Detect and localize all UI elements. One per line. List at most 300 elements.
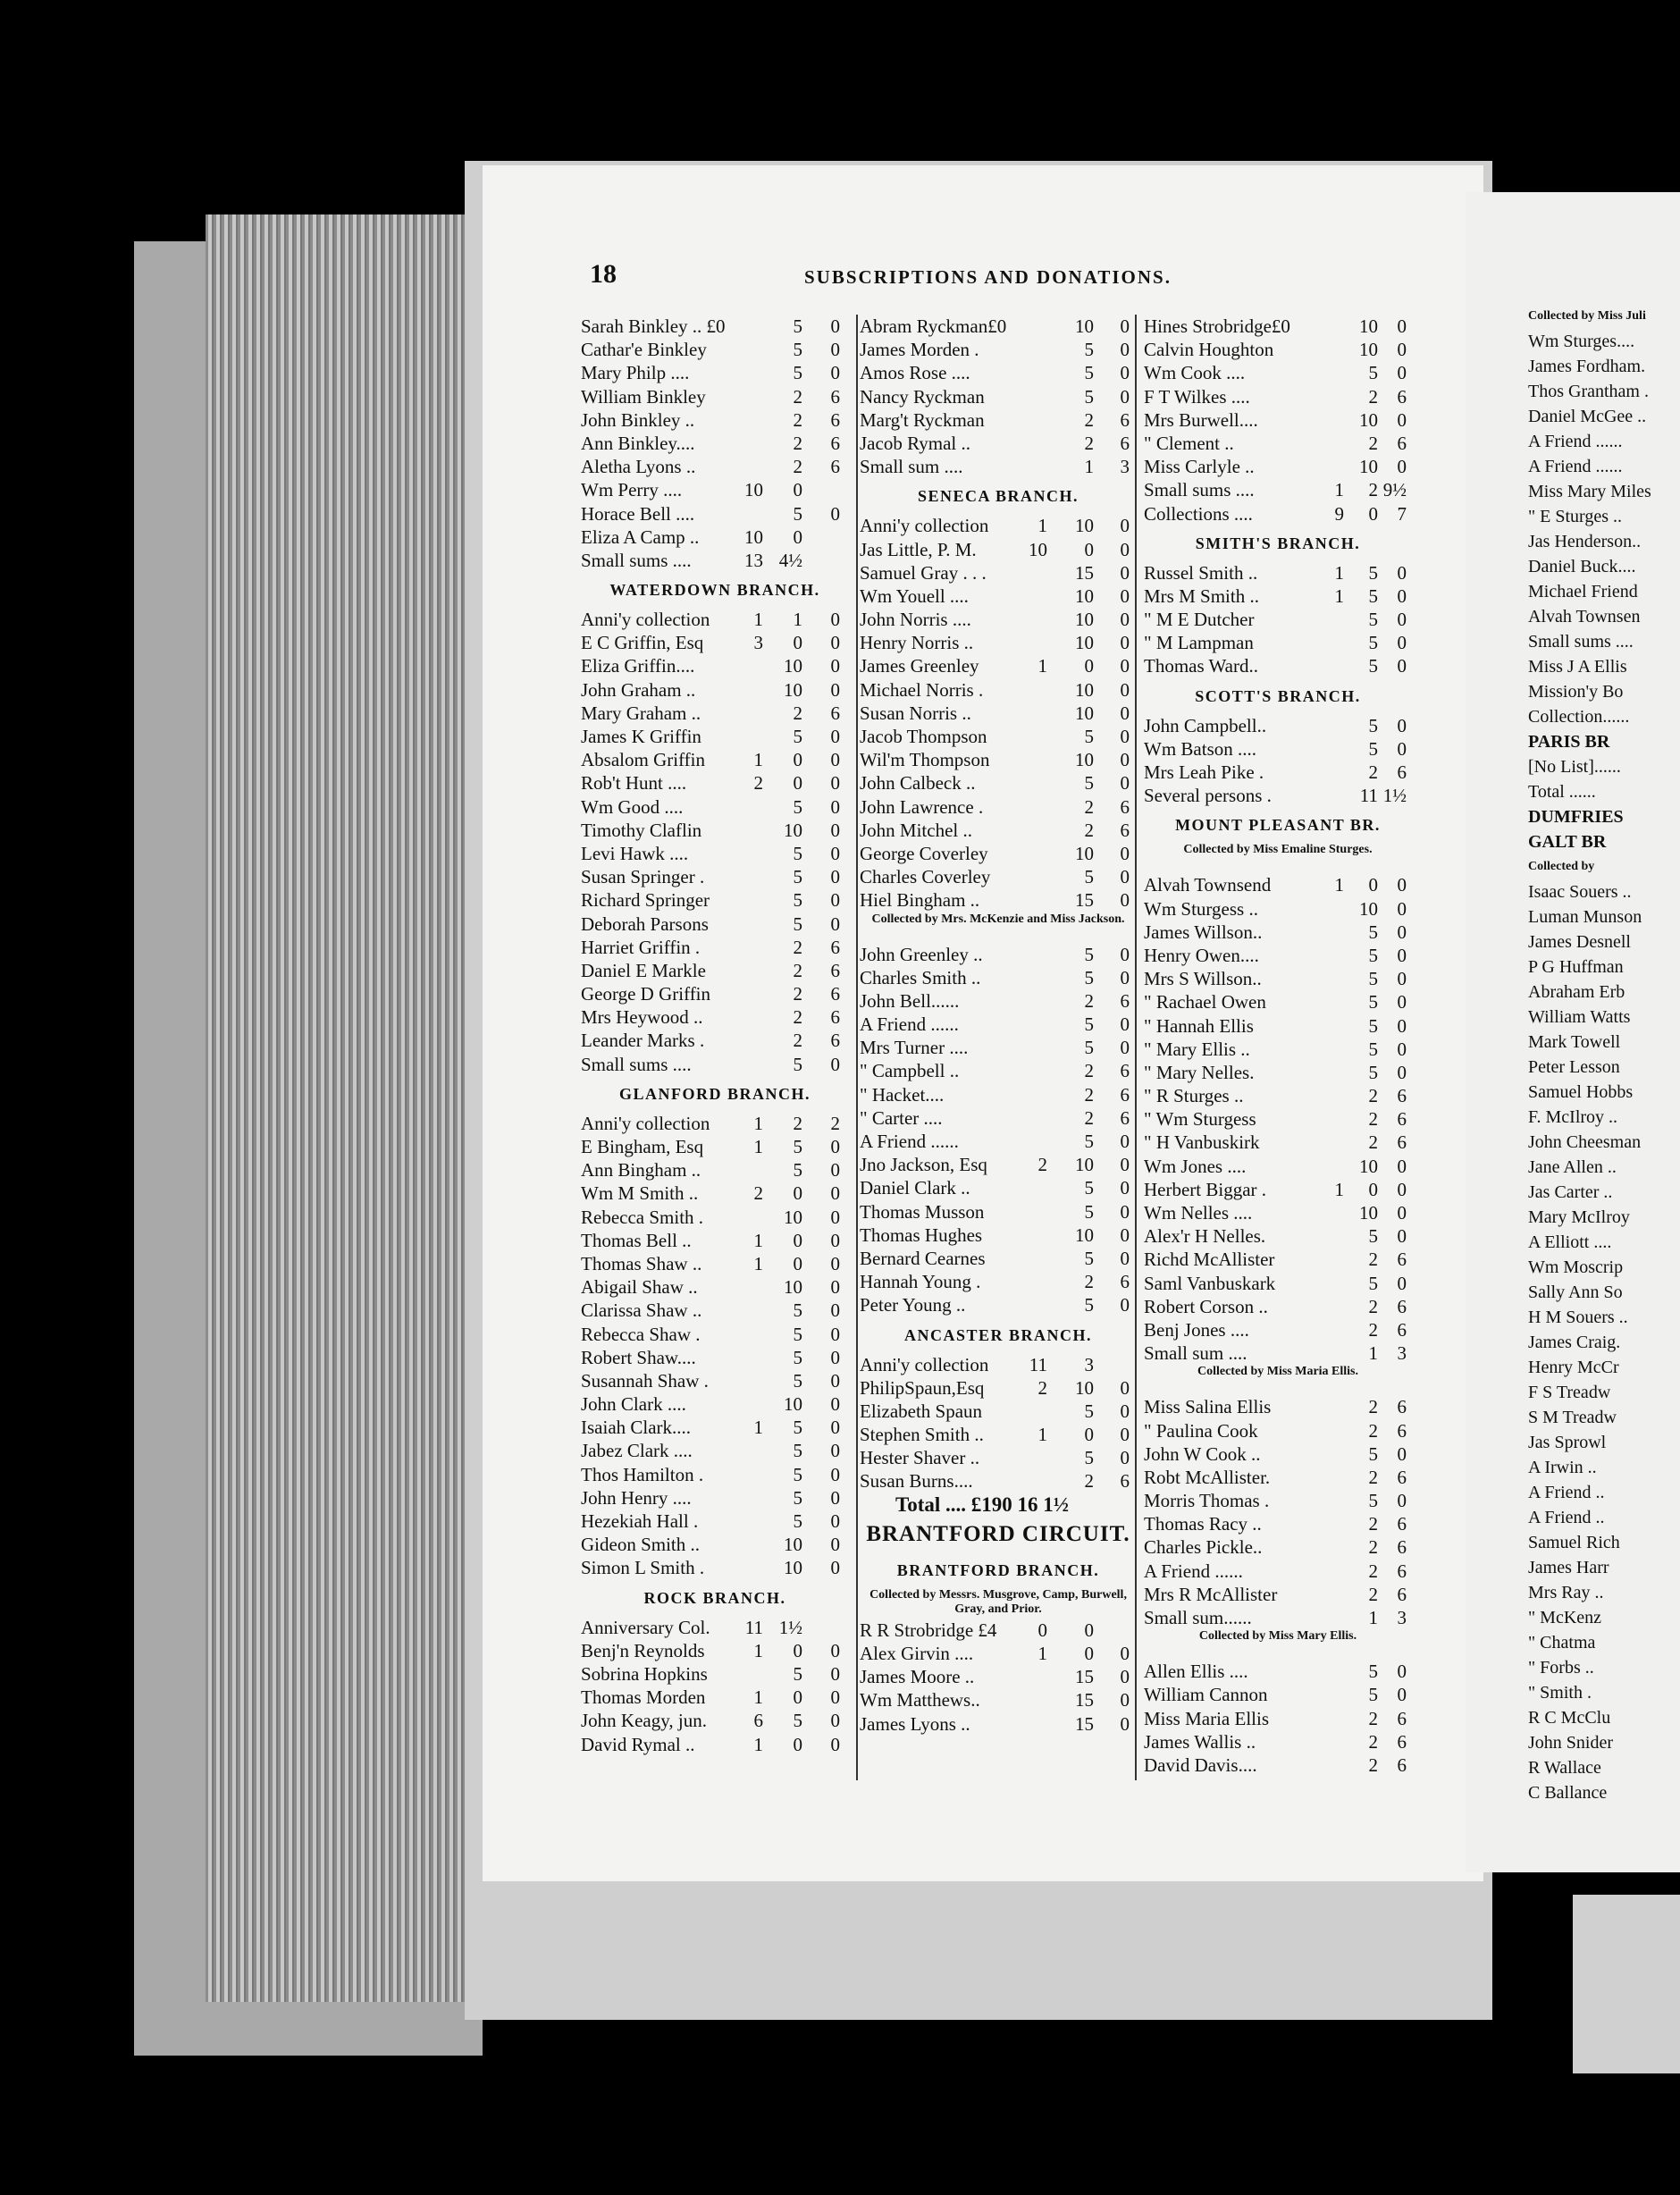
amount-pounds: 13 bbox=[744, 549, 763, 571]
subscriber-row bbox=[581, 842, 849, 865]
amount-shillings: 5 bbox=[1084, 1447, 1094, 1469]
amount-shillings: 5 bbox=[793, 339, 802, 361]
subscriber-row bbox=[860, 561, 1137, 584]
amount-pence: 0 bbox=[830, 726, 840, 747]
subscriber-row bbox=[581, 1709, 849, 1732]
subscriber-row bbox=[860, 1293, 1137, 1316]
amount-shillings: 0 bbox=[793, 1252, 802, 1274]
amount-pence: 6 bbox=[1120, 408, 1130, 431]
amount-pence: 6 bbox=[830, 959, 840, 981]
amount-shillings: 10 bbox=[1075, 315, 1094, 337]
amount-shillings: 5 bbox=[1368, 1684, 1378, 1706]
subscriber-name: Clarissa Shaw .. bbox=[581, 1299, 702, 1322]
subscriber-name: Hiel Bingham .. bbox=[860, 889, 980, 912]
subscriber-name: Mrs Heywood .. bbox=[581, 1006, 703, 1029]
subscriber-name: John Greenley .. bbox=[860, 943, 983, 965]
subscriber-name: Harriet Griffin . bbox=[581, 936, 701, 958]
amount-shillings: 2 bbox=[793, 456, 802, 478]
subscriber-name: Eliza A Camp .. bbox=[581, 526, 700, 548]
amount-pence: 0 bbox=[830, 1557, 840, 1579]
subscriber-row bbox=[581, 1533, 849, 1556]
subscriber-name: Thomas Musson bbox=[860, 1200, 985, 1223]
subscriber-row bbox=[1144, 338, 1412, 361]
amount-shillings: 0 bbox=[1084, 538, 1094, 560]
amount-pence: 6 bbox=[1397, 761, 1407, 783]
amount-pence: 6 bbox=[1120, 795, 1130, 818]
amount-pence: 0 bbox=[830, 1639, 840, 1661]
subscriber-name: Benj'n Reynolds bbox=[581, 1639, 705, 1661]
branch-heading-text: GLANFORD BRANCH. bbox=[618, 1084, 811, 1103]
amount-shillings: 5 bbox=[1084, 1294, 1094, 1316]
amount-pounds: 10 bbox=[1029, 538, 1047, 560]
amount-shillings: 1 bbox=[793, 609, 802, 631]
amount-pence: 0 bbox=[1120, 1376, 1130, 1399]
amount-pence: 0 bbox=[1397, 456, 1407, 478]
subscriber-name: Anni'y collection bbox=[860, 1353, 989, 1375]
subscriber-row bbox=[860, 338, 1137, 361]
subscriber-row bbox=[1144, 1107, 1412, 1131]
amount-shillings: 10 bbox=[1359, 1202, 1378, 1224]
amount-pence: 0 bbox=[1120, 889, 1130, 912]
subscriber-row bbox=[581, 1029, 849, 1052]
collector-note-text: Collected by Mrs. McKenzie and Miss Jackson. bbox=[871, 912, 1125, 926]
subscriber-name: E C Griffin, Esq bbox=[581, 632, 704, 654]
column-3 bbox=[1144, 315, 1412, 1777]
subscriber-row bbox=[1144, 1606, 1412, 1629]
subscriber-row bbox=[1144, 1084, 1412, 1107]
amount-shillings: 5 bbox=[1368, 584, 1378, 607]
branch-heading-text: WATERDOWN BRANCH. bbox=[609, 581, 820, 600]
subscriber-name: Susan Burns.... bbox=[860, 1470, 973, 1493]
subscriber-name: Wm Matthews.. bbox=[860, 1689, 980, 1711]
facing-page-line: " Chatma bbox=[1528, 1633, 1596, 1653]
amount-shillings: 1 bbox=[1368, 1342, 1378, 1365]
subscriber-name: John Lawrence . bbox=[860, 795, 984, 818]
amount-pence: 0 bbox=[1120, 655, 1130, 677]
amount-pence: 6 bbox=[830, 936, 840, 958]
subscriber-name: PhilipSpaun,Esq bbox=[860, 1376, 985, 1399]
amount-pounds: 1 bbox=[753, 1252, 763, 1274]
amount-pence: 0 bbox=[1120, 1247, 1130, 1269]
amount-pence: 0 bbox=[1120, 1224, 1130, 1246]
amount-shillings: 10 bbox=[1075, 632, 1094, 654]
amount-shillings: 5 bbox=[1368, 362, 1378, 384]
amount-pence: 6 bbox=[1397, 1131, 1407, 1154]
subscriber-name: Anniversary Col. bbox=[581, 1616, 710, 1638]
amount-shillings: 5 bbox=[1084, 339, 1094, 361]
amount-shillings: 10 bbox=[1075, 609, 1094, 631]
amount-pence: 6 bbox=[1397, 1295, 1407, 1317]
book-page-edges bbox=[206, 214, 474, 2002]
facing-page-line: Mary McIlroy bbox=[1528, 1207, 1630, 1227]
facing-page-line: William Watts bbox=[1528, 1007, 1631, 1027]
subscriber-row bbox=[1144, 1660, 1412, 1683]
facing-page-line: DUMFRIES bbox=[1528, 807, 1624, 827]
subscriber-name: George Coverley bbox=[860, 842, 988, 864]
subscriber-name: " R Sturges .. bbox=[1144, 1085, 1244, 1107]
amount-pence: 0 bbox=[830, 1136, 840, 1157]
amount-shillings: 10 bbox=[1075, 1224, 1094, 1246]
amount-shillings: 2 bbox=[1084, 819, 1094, 841]
amount-shillings: 5 bbox=[793, 866, 802, 888]
subscriber-row bbox=[581, 1416, 849, 1439]
amount-shillings: 2 bbox=[793, 1112, 802, 1134]
subscriber-name: Wm Jones .... bbox=[1144, 1155, 1247, 1177]
collector-note bbox=[860, 1588, 1137, 1619]
subscriber-name: Collections .... bbox=[1144, 502, 1253, 525]
subscriber-row bbox=[1144, 737, 1412, 761]
facing-page-line: John Snider bbox=[1528, 1733, 1613, 1753]
amount-shillings: 2 bbox=[1368, 1085, 1378, 1107]
subscriber-row bbox=[1144, 1466, 1412, 1489]
amount-shillings: 0 bbox=[793, 772, 802, 795]
subscriber-row bbox=[1144, 714, 1412, 737]
subscriber-row bbox=[581, 1392, 849, 1416]
amount-shillings: 2 bbox=[1084, 408, 1094, 431]
amount-pence: 6 bbox=[1397, 1085, 1407, 1107]
subscriber-row bbox=[860, 725, 1137, 748]
amount-shillings: 10 bbox=[1075, 678, 1094, 701]
amount-shillings: 5 bbox=[793, 1463, 802, 1485]
subscriber-row bbox=[860, 678, 1137, 702]
subscriber-name: John Campbell.. bbox=[1144, 714, 1267, 736]
subscriber-row bbox=[581, 748, 849, 771]
amount-pence: 0 bbox=[1397, 1442, 1407, 1465]
amount-shillings: 5 bbox=[1368, 609, 1378, 631]
subscriber-row bbox=[860, 1036, 1137, 1059]
facing-page-line: Abraham Erb bbox=[1528, 982, 1625, 1002]
subscriber-row bbox=[1144, 1201, 1412, 1224]
subscriber-row bbox=[581, 702, 849, 725]
amount-pence: 6 bbox=[1120, 819, 1130, 841]
amount-pence: 0 bbox=[830, 1417, 840, 1439]
subscriber-name: Miss Maria Ellis bbox=[1144, 1707, 1269, 1729]
subscriber-name: " Mary Ellis .. bbox=[1144, 1038, 1250, 1060]
amount-pounds: 2 bbox=[753, 1182, 763, 1205]
amount-shillings: 2 bbox=[1084, 1271, 1094, 1293]
subscriber-row bbox=[1144, 432, 1412, 455]
subscriber-row bbox=[860, 1712, 1137, 1736]
subscriber-row bbox=[1144, 761, 1412, 784]
subscriber-row bbox=[860, 1446, 1137, 1469]
amount-shillings: 1 bbox=[1368, 1607, 1378, 1628]
facing-page-line: C Ballance bbox=[1528, 1783, 1608, 1803]
subscriber-name: R R Strobridge £4 bbox=[860, 1619, 997, 1641]
subscriber-row bbox=[860, 654, 1137, 677]
amount-pence: 6 bbox=[1397, 1583, 1407, 1605]
amount-pounds: 2 bbox=[1037, 1376, 1047, 1399]
subscriber-row bbox=[581, 678, 849, 702]
collector-note-text: Collected by Miss Maria Ellis. bbox=[1197, 1365, 1359, 1379]
subscriber-row bbox=[860, 385, 1137, 408]
subscriber-name: Ann Bingham .. bbox=[581, 1159, 701, 1182]
amount-shillings: 2 bbox=[1368, 385, 1378, 408]
amount-pence: 0 bbox=[1397, 714, 1407, 736]
subscriber-row bbox=[860, 1013, 1137, 1036]
amount-pence: 6 bbox=[1397, 1560, 1407, 1582]
amount-pence: 0 bbox=[830, 655, 840, 677]
amount-shillings: 5 bbox=[1084, 1131, 1094, 1152]
subscriber-name: John W Cook .. bbox=[1144, 1442, 1261, 1465]
subscriber-row bbox=[581, 1135, 849, 1158]
amount-pence: 0 bbox=[1397, 1038, 1407, 1060]
subscriber-name: E Bingham, Esq bbox=[581, 1136, 704, 1157]
subscriber-name: John Bell...... bbox=[860, 989, 960, 1012]
subscriber-name: George D Griffin bbox=[581, 983, 711, 1005]
subscriber-row bbox=[581, 1252, 849, 1275]
facing-page-line: PARIS BR bbox=[1528, 732, 1610, 752]
subscriber-row bbox=[581, 795, 849, 819]
subscriber-name: Saml Vanbuskark bbox=[1144, 1272, 1276, 1294]
amount-shillings: 5 bbox=[1368, 632, 1378, 654]
facing-page-line: Wm Sturges.... bbox=[1528, 332, 1635, 351]
amount-shillings: 5 bbox=[1368, 921, 1378, 943]
amount-shillings: 10 bbox=[1359, 315, 1378, 337]
subscriber-name: " Hacket.... bbox=[860, 1083, 945, 1106]
facing-page-line: A Friend ...... bbox=[1528, 432, 1623, 451]
subscriber-name: Robert Shaw.... bbox=[581, 1346, 696, 1368]
subscriber-row bbox=[860, 1619, 1137, 1642]
amount-shillings: 10 bbox=[1075, 584, 1094, 607]
amount-shillings: 5 bbox=[1084, 385, 1094, 408]
subscriber-name: David Davis.... bbox=[1144, 1753, 1257, 1776]
subscriber-row bbox=[581, 819, 849, 842]
amount-pence: 0 bbox=[1120, 1643, 1130, 1664]
subscriber-name: Jabez Clark .... bbox=[581, 1440, 693, 1462]
amount-pence: 0 bbox=[1397, 408, 1407, 431]
amount-pence: 6 bbox=[1120, 989, 1130, 1012]
amount-pence: 0 bbox=[1397, 1014, 1407, 1037]
amount-pence: 0 bbox=[1120, 362, 1130, 384]
branch-heading-text: ANCASTER BRANCH. bbox=[903, 1325, 1093, 1344]
amount-shillings: 5 bbox=[1084, 1013, 1094, 1036]
facing-page-line: Mrs Ray .. bbox=[1528, 1583, 1604, 1602]
subscriber-row bbox=[581, 1299, 849, 1322]
subscriber-name: Thos Hamilton . bbox=[581, 1463, 704, 1485]
amount-pence: 6 bbox=[830, 702, 840, 724]
amount-shillings: 2 bbox=[793, 702, 802, 724]
subscriber-row bbox=[860, 608, 1137, 631]
total-row bbox=[860, 1493, 1137, 1517]
amount-pence: 0 bbox=[1397, 561, 1407, 584]
subscriber-row bbox=[860, 1083, 1137, 1106]
subscriber-name: Alvah Townsend bbox=[1144, 874, 1272, 896]
facing-page-line: Luman Munson bbox=[1528, 907, 1642, 927]
amount-shillings: 5 bbox=[1084, 1400, 1094, 1422]
amount-pence: 0 bbox=[1397, 968, 1407, 990]
amount-shillings: 2 bbox=[1368, 1513, 1378, 1535]
facing-page-line: Alvah Townsen bbox=[1528, 607, 1641, 627]
amount-pence: 0 bbox=[1120, 702, 1130, 724]
amount-pence: 0 bbox=[1120, 1013, 1130, 1036]
subscriber-row bbox=[1144, 478, 1412, 501]
amount-pence: 0 bbox=[1120, 1400, 1130, 1422]
amount-shillings: 2 bbox=[793, 936, 802, 958]
amount-shillings: 5 bbox=[793, 1440, 802, 1462]
amount-pence: 6 bbox=[830, 983, 840, 1005]
subscriber-name: Wil'm Thompson bbox=[860, 749, 990, 771]
subscriber-row bbox=[1144, 1131, 1412, 1154]
column-2 bbox=[860, 315, 1137, 1736]
amount-shillings: 4½ bbox=[778, 549, 802, 571]
amount-pence: 0 bbox=[1397, 655, 1407, 677]
subscriber-row bbox=[581, 1346, 849, 1369]
amount-shillings: 10 bbox=[784, 1393, 802, 1416]
amount-pence: 0 bbox=[1120, 1666, 1130, 1688]
amount-shillings: 2 bbox=[793, 432, 802, 454]
amount-shillings: 2 bbox=[793, 408, 802, 431]
subscriber-name: Miss Carlyle .. bbox=[1144, 456, 1255, 478]
amount-pence: 0 bbox=[830, 1393, 840, 1416]
amount-pence: 0 bbox=[1397, 1272, 1407, 1294]
subscriber-row bbox=[1144, 315, 1412, 338]
subscriber-row bbox=[581, 725, 849, 748]
facing-page-line: Michael Friend bbox=[1528, 582, 1638, 601]
subscriber-name: Nancy Ryckman bbox=[860, 385, 985, 408]
subscriber-name: " H Vanbuskirk bbox=[1144, 1131, 1260, 1154]
subscriber-name: Wm Perry .... bbox=[581, 479, 683, 501]
subscriber-row bbox=[1144, 631, 1412, 654]
subscriber-row bbox=[581, 385, 849, 408]
subscriber-row bbox=[1144, 967, 1412, 990]
amount-pounds: 1 bbox=[753, 1229, 763, 1251]
subscriber-name: Jno Jackson, Esq bbox=[860, 1154, 987, 1176]
amount-shillings: 5 bbox=[1084, 1177, 1094, 1199]
subscriber-row bbox=[581, 771, 849, 795]
amount-shillings: 2 bbox=[1368, 1730, 1378, 1753]
amount-pence: 0 bbox=[1120, 772, 1130, 795]
subscriber-row bbox=[1144, 1583, 1412, 1606]
amount-pence: 0 bbox=[830, 1710, 840, 1732]
amount-shillings: 2 bbox=[1368, 1583, 1378, 1605]
amount-shillings: 0 bbox=[1084, 1643, 1094, 1664]
subscriber-name: Rebecca Smith . bbox=[581, 1206, 704, 1228]
amount-shillings: 5 bbox=[793, 726, 802, 747]
subscriber-row bbox=[1144, 1178, 1412, 1201]
amount-shillings: 0 bbox=[793, 1182, 802, 1205]
subscriber-row bbox=[1144, 584, 1412, 608]
subscriber-name: Marg't Ryckman bbox=[860, 408, 985, 431]
amount-pounds: 10 bbox=[744, 526, 763, 548]
subscriber-row bbox=[860, 842, 1137, 865]
subscriber-row bbox=[1144, 1224, 1412, 1248]
amount-shillings: 5 bbox=[1368, 1014, 1378, 1037]
amount-shillings: 0 bbox=[1084, 655, 1094, 677]
subscriber-row bbox=[581, 432, 849, 455]
subscriber-row bbox=[860, 1153, 1137, 1176]
amount-shillings: 5 bbox=[1368, 1061, 1378, 1083]
amount-shillings: 2 bbox=[1368, 761, 1378, 783]
amount-shillings: 2 bbox=[793, 1030, 802, 1052]
amount-shillings: 10 bbox=[1359, 339, 1378, 361]
subscriber-name: Henry Owen.... bbox=[1144, 944, 1259, 966]
subscriber-name: Thomas Racy .. bbox=[1144, 1513, 1262, 1535]
subscriber-name: Thomas Ward.. bbox=[1144, 655, 1258, 677]
column-1 bbox=[581, 315, 849, 1756]
subscriber-row bbox=[1144, 1295, 1412, 1318]
facing-page-line: R C McClu bbox=[1528, 1708, 1611, 1728]
subscriber-row bbox=[581, 865, 849, 888]
amount-pence: 0 bbox=[1120, 842, 1130, 864]
subscriber-row bbox=[581, 1206, 849, 1229]
amount-pence: 6 bbox=[830, 408, 840, 431]
amount-pence: 0 bbox=[830, 749, 840, 771]
amount-pence: 0 bbox=[830, 889, 840, 912]
subscriber-name: " Paulina Cook bbox=[1144, 1419, 1258, 1442]
amount-shillings: 11 bbox=[1359, 785, 1378, 807]
amount-pounds: 1 bbox=[1037, 1424, 1047, 1446]
amount-pence: 0 bbox=[830, 1252, 840, 1274]
subscriber-row bbox=[1144, 385, 1412, 408]
facing-page-line: A Friend .. bbox=[1528, 1483, 1605, 1502]
subscriber-row bbox=[1144, 1061, 1412, 1084]
amount-shillings: 2 bbox=[793, 1006, 802, 1029]
subscriber-row bbox=[581, 654, 849, 677]
subscriber-name: Timothy Claflin bbox=[581, 819, 702, 841]
subscriber-row bbox=[1144, 1512, 1412, 1535]
amount-pence: 0 bbox=[830, 362, 840, 384]
subscriber-row bbox=[1144, 873, 1412, 896]
facing-page-line: A Irwin .. bbox=[1528, 1458, 1597, 1477]
subscriber-name: F T Wilkes .... bbox=[1144, 385, 1250, 408]
subscriber-name: Allen Ellis .... bbox=[1144, 1661, 1248, 1683]
amount-pence: 0 bbox=[1120, 726, 1130, 747]
amount-pounds: 11 bbox=[744, 1616, 763, 1638]
facing-page-list bbox=[1528, 304, 1651, 1805]
amount-shillings: 10 bbox=[1359, 408, 1378, 431]
amount-shillings: 10 bbox=[1075, 1376, 1094, 1399]
subscriber-name: Charles Pickle.. bbox=[1144, 1536, 1263, 1559]
subscriber-name: " Hannah Ellis bbox=[1144, 1014, 1254, 1037]
amount-pence: 0 bbox=[830, 1346, 840, 1368]
subscriber-name: Abigail Shaw .. bbox=[581, 1276, 698, 1299]
amount-pence: 0 bbox=[830, 1486, 840, 1509]
amount-shillings: 5 bbox=[793, 362, 802, 384]
subscriber-name: Hines Strobridge£0 bbox=[1144, 315, 1290, 337]
facing-page-line: " Forbs .. bbox=[1528, 1658, 1594, 1678]
subscriber-row bbox=[1144, 654, 1412, 677]
facing-page-line: S M Treadw bbox=[1528, 1408, 1617, 1427]
amount-shillings: 2 bbox=[1084, 795, 1094, 818]
subscriber-row bbox=[1144, 502, 1412, 526]
subscriber-row bbox=[860, 795, 1137, 819]
subscriber-row bbox=[581, 455, 849, 478]
amount-pence: 0 bbox=[1120, 315, 1130, 337]
amount-pence: 0 bbox=[1120, 943, 1130, 965]
amount-pence: 6 bbox=[1397, 432, 1407, 454]
collector-note-text: Collected by Miss Emaline Sturges. bbox=[1183, 843, 1373, 857]
amount-shillings: 0 bbox=[1084, 1619, 1094, 1641]
amount-pence: 6 bbox=[1397, 1730, 1407, 1753]
amount-pence: 6 bbox=[1397, 1419, 1407, 1442]
facing-page-line: Mission'y Bo bbox=[1528, 682, 1624, 702]
amount-shillings: 0 bbox=[793, 1229, 802, 1251]
subscriber-name: A Friend ...... bbox=[860, 1013, 959, 1036]
subscriber-row bbox=[1144, 1730, 1412, 1753]
facing-page-line: Samuel Hobbs bbox=[1528, 1082, 1634, 1102]
subscriber-name: Susan Norris .. bbox=[860, 702, 971, 724]
amount-pence: 0 bbox=[830, 866, 840, 888]
subscriber-name: Michael Norris . bbox=[860, 678, 984, 701]
amount-shillings: 5 bbox=[793, 795, 802, 818]
subscriber-row bbox=[860, 748, 1137, 771]
subscriber-row bbox=[860, 455, 1137, 478]
subscriber-name: Morris Thomas . bbox=[1144, 1490, 1270, 1512]
amount-pounds: 1 bbox=[1334, 479, 1344, 501]
facing-page-line: James Craig. bbox=[1528, 1333, 1621, 1352]
subscriber-name: Mrs S Willson.. bbox=[1144, 968, 1262, 990]
amount-pence: 0 bbox=[1397, 1225, 1407, 1248]
